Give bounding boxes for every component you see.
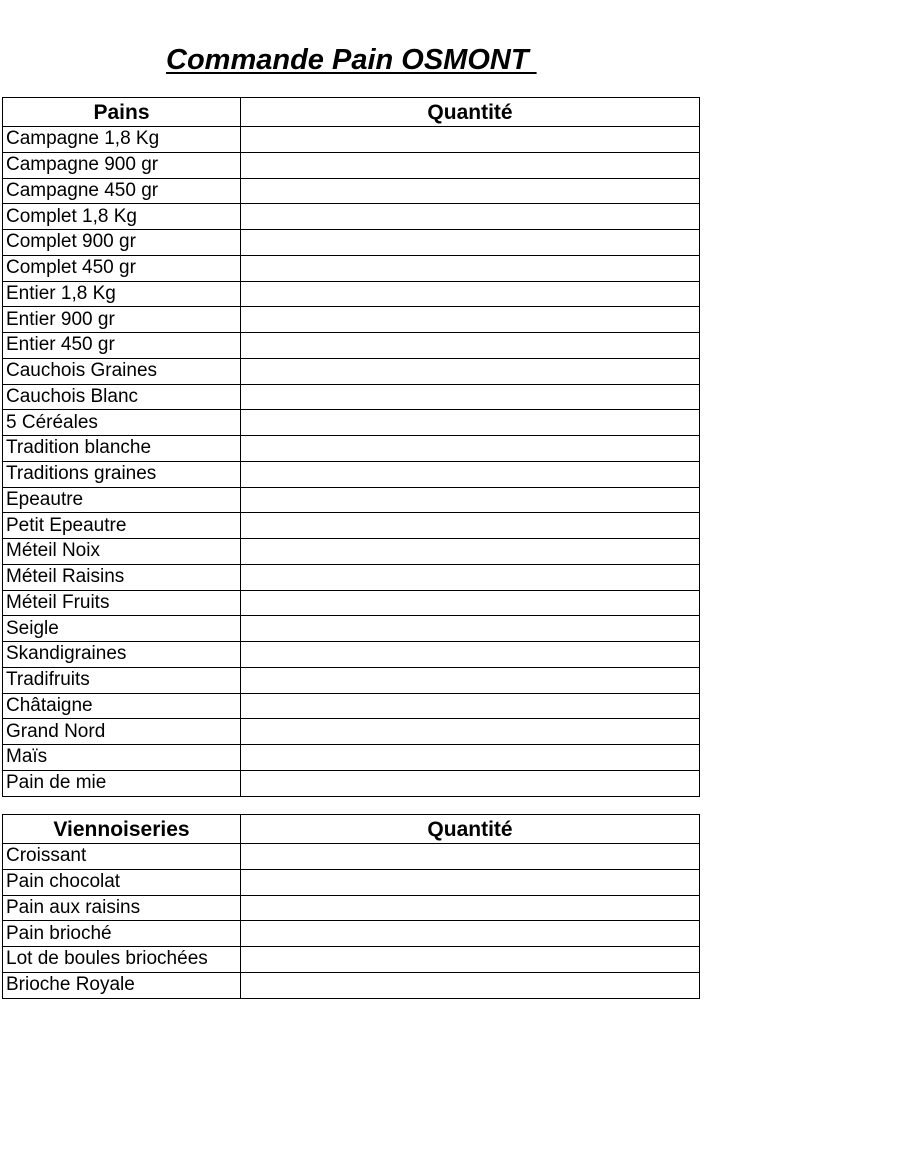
table-row bbox=[3, 384, 700, 410]
quantity-cell[interactable] bbox=[241, 333, 700, 359]
quantity-cell[interactable] bbox=[241, 230, 700, 256]
quantity-cell[interactable] bbox=[241, 642, 700, 668]
pains-header: Pains bbox=[3, 98, 241, 127]
quantity-cell[interactable] bbox=[241, 281, 700, 307]
product-name: Campagne 1,8 Kg bbox=[3, 127, 241, 153]
quantity-cell[interactable] bbox=[241, 590, 700, 616]
table-row bbox=[3, 972, 700, 998]
quantity-cell[interactable] bbox=[241, 616, 700, 642]
table-row bbox=[3, 719, 700, 745]
table-row bbox=[3, 693, 700, 719]
product-name: Tradition blanche bbox=[3, 436, 241, 462]
quantity-cell[interactable] bbox=[241, 255, 700, 281]
product-name: Châtaigne bbox=[3, 693, 241, 719]
table-row bbox=[3, 513, 700, 539]
quantity-cell[interactable] bbox=[241, 844, 700, 870]
product-name: Croissant bbox=[3, 844, 241, 870]
product-name: Entier 900 gr bbox=[3, 307, 241, 333]
table-row bbox=[3, 410, 700, 436]
product-name: Cauchois Blanc bbox=[3, 384, 241, 410]
viennoiseries-header: Viennoiseries bbox=[3, 815, 241, 844]
product-name: Grand Nord bbox=[3, 719, 241, 745]
quantity-cell[interactable] bbox=[241, 384, 700, 410]
pains-list bbox=[3, 127, 700, 797]
quantity-cell[interactable] bbox=[241, 513, 700, 539]
table-row bbox=[3, 745, 700, 771]
product-name: Skandigraines bbox=[3, 642, 241, 668]
table-row bbox=[3, 152, 700, 178]
table-row bbox=[3, 461, 700, 487]
product-name: Campagne 900 gr bbox=[3, 152, 241, 178]
quantity-cell[interactable] bbox=[241, 204, 700, 230]
table-row bbox=[3, 127, 700, 153]
quantity-cell[interactable] bbox=[241, 693, 700, 719]
table-row bbox=[3, 642, 700, 668]
page-title: Commande Pain OSMONT bbox=[166, 44, 537, 76]
quantity-cell[interactable] bbox=[241, 667, 700, 693]
product-name: Maïs bbox=[3, 745, 241, 771]
product-name: Pain brioché bbox=[3, 921, 241, 947]
quantity-cell[interactable] bbox=[241, 719, 700, 745]
quantity-cell[interactable] bbox=[241, 127, 700, 153]
product-name: Seigle bbox=[3, 616, 241, 642]
product-name: Lot de boules briochées bbox=[3, 947, 241, 973]
product-name: Campagne 450 gr bbox=[3, 178, 241, 204]
table-header-row bbox=[3, 98, 700, 127]
table-row bbox=[3, 204, 700, 230]
quantity-cell[interactable] bbox=[241, 152, 700, 178]
quantity-cell[interactable] bbox=[241, 947, 700, 973]
quantity-cell[interactable] bbox=[241, 307, 700, 333]
product-name: Complet 1,8 Kg bbox=[3, 204, 241, 230]
table-row bbox=[3, 616, 700, 642]
table-row bbox=[3, 307, 700, 333]
table-row bbox=[3, 667, 700, 693]
table-row bbox=[3, 281, 700, 307]
product-name: Brioche Royale bbox=[3, 972, 241, 998]
table-row bbox=[3, 539, 700, 565]
quantity-cell[interactable] bbox=[241, 358, 700, 384]
quantity-cell[interactable] bbox=[241, 770, 700, 796]
table-row bbox=[3, 487, 700, 513]
quantity-cell[interactable] bbox=[241, 436, 700, 462]
quantity-cell[interactable] bbox=[241, 745, 700, 771]
table-row bbox=[3, 333, 700, 359]
quantity-cell[interactable] bbox=[241, 921, 700, 947]
table-row bbox=[3, 178, 700, 204]
product-name: Petit Epeautre bbox=[3, 513, 241, 539]
quantity-cell[interactable] bbox=[241, 539, 700, 565]
table-row bbox=[3, 947, 700, 973]
quantity-cell[interactable] bbox=[241, 461, 700, 487]
quantity-cell[interactable] bbox=[241, 972, 700, 998]
quantity-cell[interactable] bbox=[241, 895, 700, 921]
table-row bbox=[3, 844, 700, 870]
quantity-header: Quantité bbox=[241, 815, 700, 844]
table-header-row bbox=[3, 815, 700, 844]
table-row bbox=[3, 358, 700, 384]
table-row bbox=[3, 564, 700, 590]
quantity-cell[interactable] bbox=[241, 410, 700, 436]
product-name: Pain aux raisins bbox=[3, 895, 241, 921]
product-name: Complet 450 gr bbox=[3, 255, 241, 281]
product-name: Méteil Fruits bbox=[3, 590, 241, 616]
pains-table bbox=[2, 97, 700, 797]
table-row bbox=[3, 255, 700, 281]
product-name: Pain chocolat bbox=[3, 869, 241, 895]
product-name: Cauchois Graines bbox=[3, 358, 241, 384]
product-name: Pain de mie bbox=[3, 770, 241, 796]
table-row bbox=[3, 869, 700, 895]
product-name: Epeautre bbox=[3, 487, 241, 513]
product-name: Entier 1,8 Kg bbox=[3, 281, 241, 307]
table-row bbox=[3, 436, 700, 462]
product-name: 5 Céréales bbox=[3, 410, 241, 436]
product-name: Méteil Noix bbox=[3, 539, 241, 565]
product-name: Complet 900 gr bbox=[3, 230, 241, 256]
product-name: Traditions graines bbox=[3, 461, 241, 487]
viennoiseries-table bbox=[2, 814, 700, 999]
product-name: Entier 450 gr bbox=[3, 333, 241, 359]
quantity-cell[interactable] bbox=[241, 869, 700, 895]
quantity-cell[interactable] bbox=[241, 487, 700, 513]
quantity-cell[interactable] bbox=[241, 178, 700, 204]
product-name: Méteil Raisins bbox=[3, 564, 241, 590]
quantity-header: Quantité bbox=[241, 98, 700, 127]
table-row bbox=[3, 590, 700, 616]
product-name: Tradifruits bbox=[3, 667, 241, 693]
quantity-cell[interactable] bbox=[241, 564, 700, 590]
table-row bbox=[3, 230, 700, 256]
table-row bbox=[3, 895, 700, 921]
table-row bbox=[3, 921, 700, 947]
viennoiseries-list bbox=[3, 844, 700, 999]
table-row bbox=[3, 770, 700, 796]
